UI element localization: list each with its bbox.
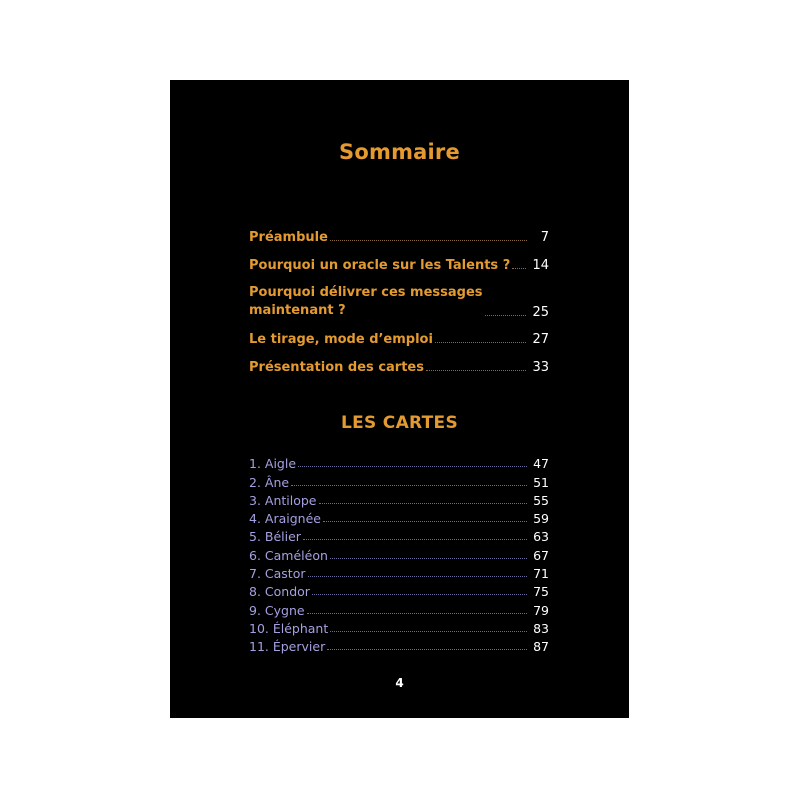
card-entry-belier[interactable] [249, 526, 549, 544]
card-entry-page: 63 [533, 529, 549, 545]
card-entry-label: 3. Antilope [249, 492, 317, 508]
toc-entry-page: 7 [540, 230, 549, 245]
leader-dots [291, 485, 527, 486]
card-entry-label: 6. Caméléon [249, 547, 328, 563]
toc-entry-page: 33 [532, 360, 549, 375]
card-entry-condor[interactable] [249, 581, 549, 599]
card-entry-page: 59 [533, 511, 549, 527]
cards-toc [249, 453, 549, 654]
toc-entry-tirage[interactable] [249, 330, 549, 347]
toc-entry-label: Préambule [249, 230, 328, 245]
card-entry-cameleon[interactable] [249, 544, 549, 562]
card-entry-label: 4. Araignée [249, 511, 321, 527]
card-entry-label: 5. Bélier [249, 529, 301, 545]
leader-dots [485, 315, 527, 316]
leader-dots [327, 649, 527, 650]
leader-dots [319, 503, 528, 504]
card-entry-page: 75 [533, 584, 549, 600]
card-entry-label: 2. Âne [249, 474, 290, 490]
card-entry-label: 1. Aigle [249, 456, 297, 472]
toc-entry-label-wrap [249, 284, 483, 320]
card-entry-antilope[interactable] [249, 490, 549, 508]
card-entry-aigle[interactable] [249, 453, 549, 471]
leader-dots [435, 342, 527, 343]
leader-dots [298, 466, 527, 467]
leader-dots [303, 539, 527, 540]
leader-dots [323, 521, 527, 522]
toc-entry-page: 14 [532, 258, 549, 273]
card-entry-cygne[interactable] [249, 599, 549, 617]
toc-entry-pourquoi-oracle[interactable] [249, 256, 549, 273]
toc-entry-label: Pourquoi un oracle sur les Talents ? [249, 258, 511, 273]
toc-entry-pourquoi-messages[interactable] [249, 284, 549, 320]
page-number: 4 [395, 676, 404, 690]
card-entry-page: 47 [533, 456, 549, 472]
card-entry-label: 11. Épervier [249, 639, 326, 655]
card-entry-label: 10. Éléphant [249, 620, 329, 636]
leader-dots [312, 594, 527, 595]
card-entry-araignee[interactable] [249, 508, 549, 526]
book-page [170, 80, 629, 718]
main-toc [249, 228, 549, 375]
card-entry-castor[interactable] [249, 563, 549, 581]
leader-dots [330, 558, 527, 559]
card-entry-page: 71 [533, 566, 549, 582]
card-entry-page: 51 [533, 474, 549, 490]
card-entry-epervier[interactable] [249, 636, 549, 654]
leader-dots [330, 631, 527, 632]
card-entry-page: 55 [533, 492, 549, 508]
toc-entry-label-line1: Pourquoi délivrer ces messages [249, 285, 483, 300]
leader-dots [426, 370, 526, 371]
toc-entry-page: 27 [532, 332, 549, 347]
card-entry-elephant[interactable] [249, 618, 549, 636]
leader-dots [512, 268, 526, 269]
leader-dots [307, 613, 527, 614]
card-entry-ane[interactable] [249, 471, 549, 489]
toc-entry-presentation[interactable] [249, 358, 549, 375]
toc-entry-label: Présentation des cartes [249, 360, 424, 375]
leader-dots [308, 576, 528, 577]
card-entry-page: 83 [533, 620, 549, 636]
toc-entry-label: Le tirage, mode d’emploi [249, 332, 433, 347]
page-title: Sommaire [339, 140, 460, 164]
card-entry-label: 8. Condor [249, 584, 310, 600]
toc-entry-label-line2: maintenant ? [249, 303, 346, 318]
toc-entry-page: 25 [532, 305, 549, 320]
toc-entry-preambule[interactable] [249, 228, 549, 245]
section-title-cards: LES CARTES [340, 413, 459, 433]
card-entry-page: 87 [533, 639, 549, 655]
card-entry-page: 79 [533, 602, 549, 618]
card-entry-label: 7. Castor [249, 566, 306, 582]
card-entry-label: 9. Cygne [249, 602, 305, 618]
leader-dots [330, 240, 527, 241]
card-entry-page: 67 [533, 547, 549, 563]
